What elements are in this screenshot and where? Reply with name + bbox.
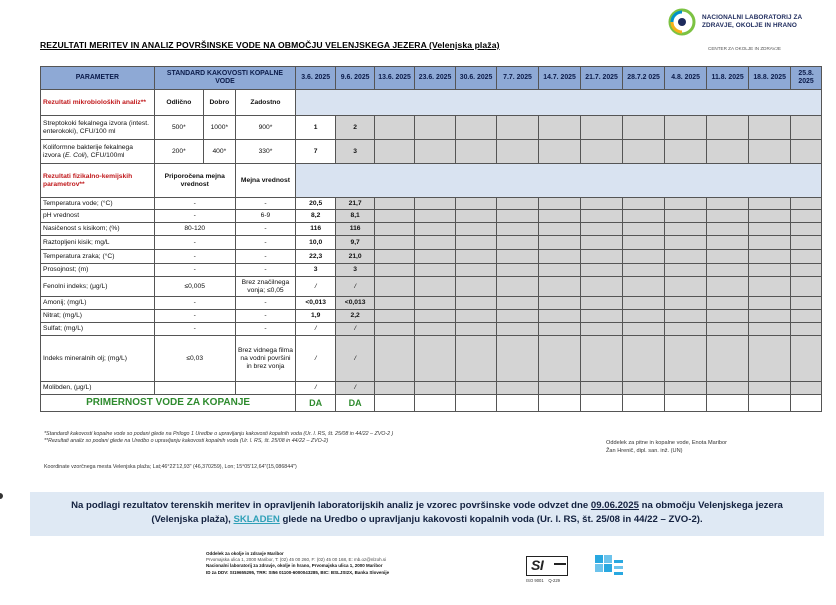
- empty-result-cell: [623, 210, 665, 223]
- empty-result-cell: [791, 310, 822, 323]
- empty-result-cell: [623, 250, 665, 264]
- table-row: [41, 310, 822, 323]
- recommended-value: ≤0,005: [154, 277, 235, 297]
- empty-result-cell: [707, 382, 749, 395]
- param-label: Fenolni indeks; (μg/L): [41, 277, 155, 297]
- page-title: REZULTATI MERITEV IN ANALIZ POVRŠINSKE VODE NA OBMOČJU VELENJSKEGA JEZERA (Velenjska plaža): [40, 40, 500, 50]
- empty-result-cell: [665, 198, 707, 210]
- empty-result-cell: [665, 336, 707, 382]
- result-value: /: [336, 323, 375, 336]
- empty-result-cell: [665, 323, 707, 336]
- col-date: 11.8. 2025: [707, 67, 749, 90]
- recommended-value: ≤0,03: [154, 336, 235, 382]
- empty-result-cell: [623, 198, 665, 210]
- empty-result-cell: [707, 236, 749, 250]
- limit-value: -: [235, 250, 295, 264]
- empty-result-cell: [665, 277, 707, 297]
- empty-result-cell: [497, 323, 539, 336]
- result-value: <0,013: [296, 297, 336, 310]
- empty-result-cell: [749, 323, 791, 336]
- compliance-status: SKLADEN: [233, 514, 280, 525]
- table-row: [41, 250, 822, 264]
- empty-result-cell: [623, 277, 665, 297]
- empty-result-cell: [375, 336, 415, 382]
- limit-value: Brez vidnega filma na vodni površini in brez vonja: [235, 336, 295, 382]
- empty-result-cell: [539, 223, 581, 236]
- result-value: 2,2: [336, 310, 375, 323]
- result-value: /: [296, 382, 336, 395]
- col-parameter: PARAMETER: [41, 67, 155, 90]
- empty-result-cell: [749, 382, 791, 395]
- org-subunit: CENTER ZA OKOLJE IN ZDRAVJE: [708, 46, 781, 51]
- empty-result-cell: [539, 310, 581, 323]
- empty-result-cell: [375, 264, 415, 277]
- table-row: [41, 223, 822, 236]
- limit-value: -: [235, 323, 295, 336]
- empty-result-cell: [539, 323, 581, 336]
- phys-heading: Rezultati fizikalno-kemijskih parametrov**: [41, 164, 155, 198]
- empty-result-cell: [749, 210, 791, 223]
- param-label: Streptokoki fekalnega izvora (intest. enterokoki), CFU/100 ml: [41, 116, 155, 140]
- empty-result-cell: [456, 297, 497, 310]
- empty-result-cell: [497, 277, 539, 297]
- empty-result-cell: [791, 264, 822, 277]
- param-label: Koliformne bakterije fekalnega izvora (E. Coli), CFU/100ml: [41, 140, 155, 164]
- bullet-dot: [0, 493, 3, 499]
- empty-result-cell: [707, 336, 749, 382]
- empty-result-cell: [375, 277, 415, 297]
- empty-result-cell: [497, 210, 539, 223]
- empty-result-cell: [497, 310, 539, 323]
- empty-result-cell: [665, 382, 707, 395]
- empty-result-cell: [791, 198, 822, 210]
- empty-result-cell: [375, 223, 415, 236]
- result-value: 8,1: [336, 210, 375, 223]
- nlzoh-logo-icon: [668, 8, 696, 36]
- param-label: Raztopljeni kisik; mg/L: [41, 236, 155, 250]
- empty-result-cell: [539, 250, 581, 264]
- col-date: 14.7. 2025: [539, 67, 581, 90]
- empty-result-cell: [791, 382, 822, 395]
- phys-section-row: [41, 164, 822, 198]
- standard-limit: Mejna vrednost: [235, 164, 295, 198]
- empty-result-cell: [539, 236, 581, 250]
- empty-result-cell: [791, 210, 822, 223]
- recommended-value: -: [154, 198, 235, 210]
- empty-result-cell: [707, 250, 749, 264]
- table-row: [41, 297, 822, 310]
- param-label: pH vrednost: [41, 210, 155, 223]
- empty-result-cell: [749, 236, 791, 250]
- empty-result-cell: [707, 310, 749, 323]
- empty-result-cell: [581, 297, 623, 310]
- empty-result-cell: [581, 336, 623, 382]
- result-value: /: [336, 336, 375, 382]
- footnote-results: **Rezultati analiz so podani glede na Uredbo o upravljanju kakovosti kopalnih voda (Ur. l. RS, št. 25/08 in 44/22 – ZVO-2): [44, 438, 329, 445]
- param-label: Nitrat; (mg/L): [41, 310, 155, 323]
- standard-value: 330*: [235, 140, 295, 164]
- limit-value: -: [235, 310, 295, 323]
- empty-result-cell: [539, 264, 581, 277]
- empty-result-cell: [456, 210, 497, 223]
- empty-result-cell: [749, 264, 791, 277]
- empty-result-cell: [456, 264, 497, 277]
- empty-result-cell: [497, 236, 539, 250]
- empty-result-cell: [539, 210, 581, 223]
- empty-result-cell: [623, 310, 665, 323]
- empty-result-cell: [581, 223, 623, 236]
- empty-result-cell: [456, 277, 497, 297]
- empty-result-cell: [539, 382, 581, 395]
- param-label: Temperatura zraka; (°C): [41, 250, 155, 264]
- empty-result-cell: [375, 382, 415, 395]
- table-row: [41, 264, 822, 277]
- empty-result-cell: [415, 323, 456, 336]
- table-header-row: [41, 67, 822, 90]
- limit-value: [235, 382, 295, 395]
- empty-result-cell: [456, 323, 497, 336]
- col-standard: STANDARD KAKOVOSTI KOPALNE VODE: [154, 67, 295, 90]
- empty-result-cell: [707, 198, 749, 210]
- empty-result-cell: [749, 310, 791, 323]
- empty-result-cell: [375, 323, 415, 336]
- empty-result-cell: [456, 250, 497, 264]
- param-label: Molibden, (μg/L): [41, 382, 155, 395]
- empty-result-cell: [497, 198, 539, 210]
- standard-sufficient: Zadostno: [235, 90, 295, 116]
- empty-result-cell: [623, 336, 665, 382]
- result-value: /: [296, 277, 336, 297]
- col-date: 4.8. 2025: [665, 67, 707, 90]
- col-date: 9.6. 2025: [336, 67, 375, 90]
- empty-result-cell: [375, 250, 415, 264]
- empty-result-cell: [415, 310, 456, 323]
- empty-result-cell: [791, 336, 822, 382]
- param-label: Amonij; (mg/L): [41, 297, 155, 310]
- empty-result-cell: [415, 210, 456, 223]
- empty-result-cell: [497, 264, 539, 277]
- result-value: 1,9: [296, 310, 336, 323]
- empty-result-cell: [665, 236, 707, 250]
- limit-value: -: [235, 264, 295, 277]
- recommended-value: -: [154, 210, 235, 223]
- empty-result-cell: [539, 297, 581, 310]
- recommended-value: -: [154, 297, 235, 310]
- empty-result-cell: [749, 198, 791, 210]
- section-filler: [296, 90, 822, 116]
- empty-result-cell: [497, 382, 539, 395]
- empty-result-cell: [707, 323, 749, 336]
- standard-value: 400*: [203, 140, 235, 164]
- empty-result-cell: [581, 264, 623, 277]
- empty-result-cell: [497, 297, 539, 310]
- empty-result-cell: [749, 336, 791, 382]
- standard-value: 1000*: [203, 116, 235, 140]
- empty-result-cell: [456, 236, 497, 250]
- empty-result-cell: [456, 310, 497, 323]
- limit-value: Brez značilnega vonja; ≤0,05: [235, 277, 295, 297]
- empty-result-cell: [623, 323, 665, 336]
- empty-result-cell: [791, 323, 822, 336]
- result-value: /: [336, 382, 375, 395]
- standard-value: 900*: [235, 116, 295, 140]
- empty-result-cell: [581, 198, 623, 210]
- limit-value: -: [235, 223, 295, 236]
- bathing-suitability-label: PRIMERNOST VODE ZA KOPANJE: [41, 395, 296, 412]
- col-date: 25.8. 2025: [791, 67, 822, 90]
- table-row: [41, 382, 822, 395]
- param-label: Indeks mineralnih olj; (mg/L): [41, 336, 155, 382]
- result-value: 1: [296, 116, 336, 140]
- empty-result-cell: [497, 223, 539, 236]
- result-value: 21,0: [336, 250, 375, 264]
- empty-result-cell: [415, 198, 456, 210]
- empty-result-cell: [375, 297, 415, 310]
- result-value: <0,013: [336, 297, 375, 310]
- bathing-suitability-value: DA: [296, 395, 336, 412]
- result-value: 20,5: [296, 198, 336, 210]
- param-label: Prosojnost; (m): [41, 264, 155, 277]
- result-value: 8,2: [296, 210, 336, 223]
- empty-result-cell: [749, 223, 791, 236]
- result-value: 3: [336, 264, 375, 277]
- limit-value: 6-9: [235, 210, 295, 223]
- table-row: [41, 336, 822, 382]
- empty-result-cell: [749, 250, 791, 264]
- section-filler: [296, 164, 822, 198]
- param-label: Nasičenost s kisikom; (%): [41, 223, 155, 236]
- empty-result-cell: [665, 297, 707, 310]
- empty-result-cell: [375, 210, 415, 223]
- empty-result-cell: [415, 223, 456, 236]
- col-date: 13.6. 2025: [375, 67, 415, 90]
- footnotes: [44, 431, 604, 446]
- empty-result-cell: [581, 323, 623, 336]
- empty-result-cell: [791, 277, 822, 297]
- result-value: 116: [336, 223, 375, 236]
- empty-result-cell: [665, 210, 707, 223]
- empty-result-cell: [665, 310, 707, 323]
- empty-result-cell: [623, 297, 665, 310]
- org-logo: [668, 8, 828, 58]
- recommended-value: -: [154, 310, 235, 323]
- standard-value: 200*: [154, 140, 203, 164]
- empty-result-cell: [707, 277, 749, 297]
- empty-result-cell: [415, 277, 456, 297]
- empty-result-cell: [456, 382, 497, 395]
- empty-result-cell: [415, 236, 456, 250]
- result-value: /: [296, 336, 336, 382]
- page-footer: Oddelek za okolje in zdravje Maribor Prvomajska ulica 1, 2000 Maribor, T: (02) 45 00 260, F: (02) 45 00 168, E: mb.oz@nlzoh.si Nacionalni laboratorij za zdravje, okolje in hrano, Prvomajska ulica 1, 2000 Maribor ID za DDV: SI19655295, TRR: SI56 01100-6000043285, BIC: BSLJSI2X, Banka Slovenije: [206, 551, 390, 575]
- recommended-value: 80-120: [154, 223, 235, 236]
- final-row: [41, 395, 822, 412]
- empty-result-cell: [415, 336, 456, 382]
- sample-date: 09.06.2025: [590, 500, 639, 511]
- empty-result-cell: [415, 297, 456, 310]
- empty-result-cell: [707, 297, 749, 310]
- empty-result-cell: [456, 198, 497, 210]
- table-row: [41, 277, 822, 297]
- param-label: Temperatura vode; (°C): [41, 198, 155, 210]
- col-date: 21.7. 2025: [581, 67, 623, 90]
- empty-result-cell: [539, 277, 581, 297]
- result-value: /: [296, 323, 336, 336]
- result-value: 7: [296, 140, 336, 164]
- empty-result-cell: [581, 277, 623, 297]
- empty-result-cell: [539, 198, 581, 210]
- recommended-value: [154, 382, 235, 395]
- empty-result-cell: [749, 277, 791, 297]
- col-date: 23.6. 2025: [415, 67, 456, 90]
- conclusion-box: Na podlagi rezultatov terenskih meritev in opravljenih laboratorijskih analiz je vzorec površinske vode odvzet dne 09.06.2025 na območju Velenjskega jezera (Velenjska plaža), SKLADEN glede na Uredbo o upravljanju kakovosti kopalnih voda (Ur. l. RS, št. 25/08 in 44/22 – ZVO-2).: [30, 492, 824, 536]
- table-row: [41, 116, 822, 140]
- empty-result-cell: [375, 310, 415, 323]
- empty-result-cell: [539, 336, 581, 382]
- result-value: 3: [336, 140, 375, 164]
- empty-result-cell: [791, 250, 822, 264]
- sampling-coordinates: Koordinate vzorčnega mesta Velenjska plaža; Lat;46°22'12,93" (46,370259), Lon; 15°05'12,64"(15,086844"): [44, 464, 297, 470]
- org-name: NACIONALNI LABORATORIJ ZA ZDRAVJE, OKOLJE IN HRANO: [702, 14, 803, 29]
- empty-result-cell: [415, 264, 456, 277]
- recommended-value: -: [154, 264, 235, 277]
- limit-value: -: [235, 297, 295, 310]
- empty-result-cell: [581, 210, 623, 223]
- empty-result-cell: [581, 250, 623, 264]
- standard-recommended: Priporočena mejna vrednost: [154, 164, 235, 198]
- limit-value: -: [235, 236, 295, 250]
- empty-result-cell: [707, 210, 749, 223]
- empty-result-cell: [497, 250, 539, 264]
- empty-result-cell: [415, 382, 456, 395]
- empty-result-cell: [791, 297, 822, 310]
- col-date: 7.7. 2025: [497, 67, 539, 90]
- health-badge-icon: [592, 552, 626, 584]
- table-row: [41, 323, 822, 336]
- empty-result-cell: [456, 223, 497, 236]
- empty-result-cell: [623, 223, 665, 236]
- empty-result-cell: [791, 223, 822, 236]
- result-value: 9,7: [336, 236, 375, 250]
- result-value: 22,3: [296, 250, 336, 264]
- recommended-value: -: [154, 323, 235, 336]
- result-value: 116: [296, 223, 336, 236]
- empty-result-cell: [375, 236, 415, 250]
- micro-section-row: [41, 90, 822, 116]
- result-value: 21,7: [336, 198, 375, 210]
- empty-result-cell: [497, 336, 539, 382]
- empty-result-cell: [707, 264, 749, 277]
- result-value: 3: [296, 264, 336, 277]
- col-date: 28.7.2 025: [623, 67, 665, 90]
- table-row: [41, 236, 822, 250]
- empty-result-cell: [707, 223, 749, 236]
- result-value: 2: [336, 116, 375, 140]
- si-qs-certificate-icon: SI ISO 9001 Q-229: [526, 556, 582, 586]
- result-value: /: [336, 277, 375, 297]
- empty-result-cell: [456, 336, 497, 382]
- results-table: [40, 66, 822, 412]
- standard-value: 500*: [154, 116, 203, 140]
- micro-heading: Rezultati mikrobioloških analiz**: [41, 90, 155, 116]
- standard-good: Dobro: [203, 90, 235, 116]
- empty-result-cell: [791, 236, 822, 250]
- table-row: [41, 210, 822, 223]
- empty-result-cell: [581, 382, 623, 395]
- recommended-value: -: [154, 236, 235, 250]
- col-date: 30.6. 2025: [456, 67, 497, 90]
- param-label: Sulfat; (mg/L): [41, 323, 155, 336]
- empty-result-cell: [623, 236, 665, 250]
- table-row: [41, 198, 822, 210]
- empty-result-cell: [623, 264, 665, 277]
- bathing-suitability-value: DA: [336, 395, 375, 412]
- recommended-value: -: [154, 250, 235, 264]
- empty-result-cell: [665, 264, 707, 277]
- result-value: 10,0: [296, 236, 336, 250]
- col-date: 3.6. 2025: [296, 67, 336, 90]
- department-signature: Oddelek za pitne in kopalne vode, Enota Maribor Žan Hrenič, dipl. san. inž. (UN): [606, 440, 727, 455]
- table-row: [41, 140, 822, 164]
- empty-result-cell: [375, 198, 415, 210]
- limit-value: -: [235, 198, 295, 210]
- empty-result-cell: [581, 310, 623, 323]
- empty-result-cell: [623, 382, 665, 395]
- empty-result-cell: [749, 297, 791, 310]
- footnote-standards: *Standardi kakovosti kopalne vode so podani glede na Prilogo 1 Uredbe o upravljanju kakovosti kopalnih voda (Ur. l. RS, št. 25/08 in 44/22 – ZVO-2 ): [44, 431, 394, 437]
- empty-result-cell: [581, 236, 623, 250]
- empty-result-cell: [665, 223, 707, 236]
- col-date: 18.8. 2025: [749, 67, 791, 90]
- empty-result-cell: [665, 250, 707, 264]
- empty-result-cell: [415, 250, 456, 264]
- standard-excellent: Odlično: [154, 90, 203, 116]
